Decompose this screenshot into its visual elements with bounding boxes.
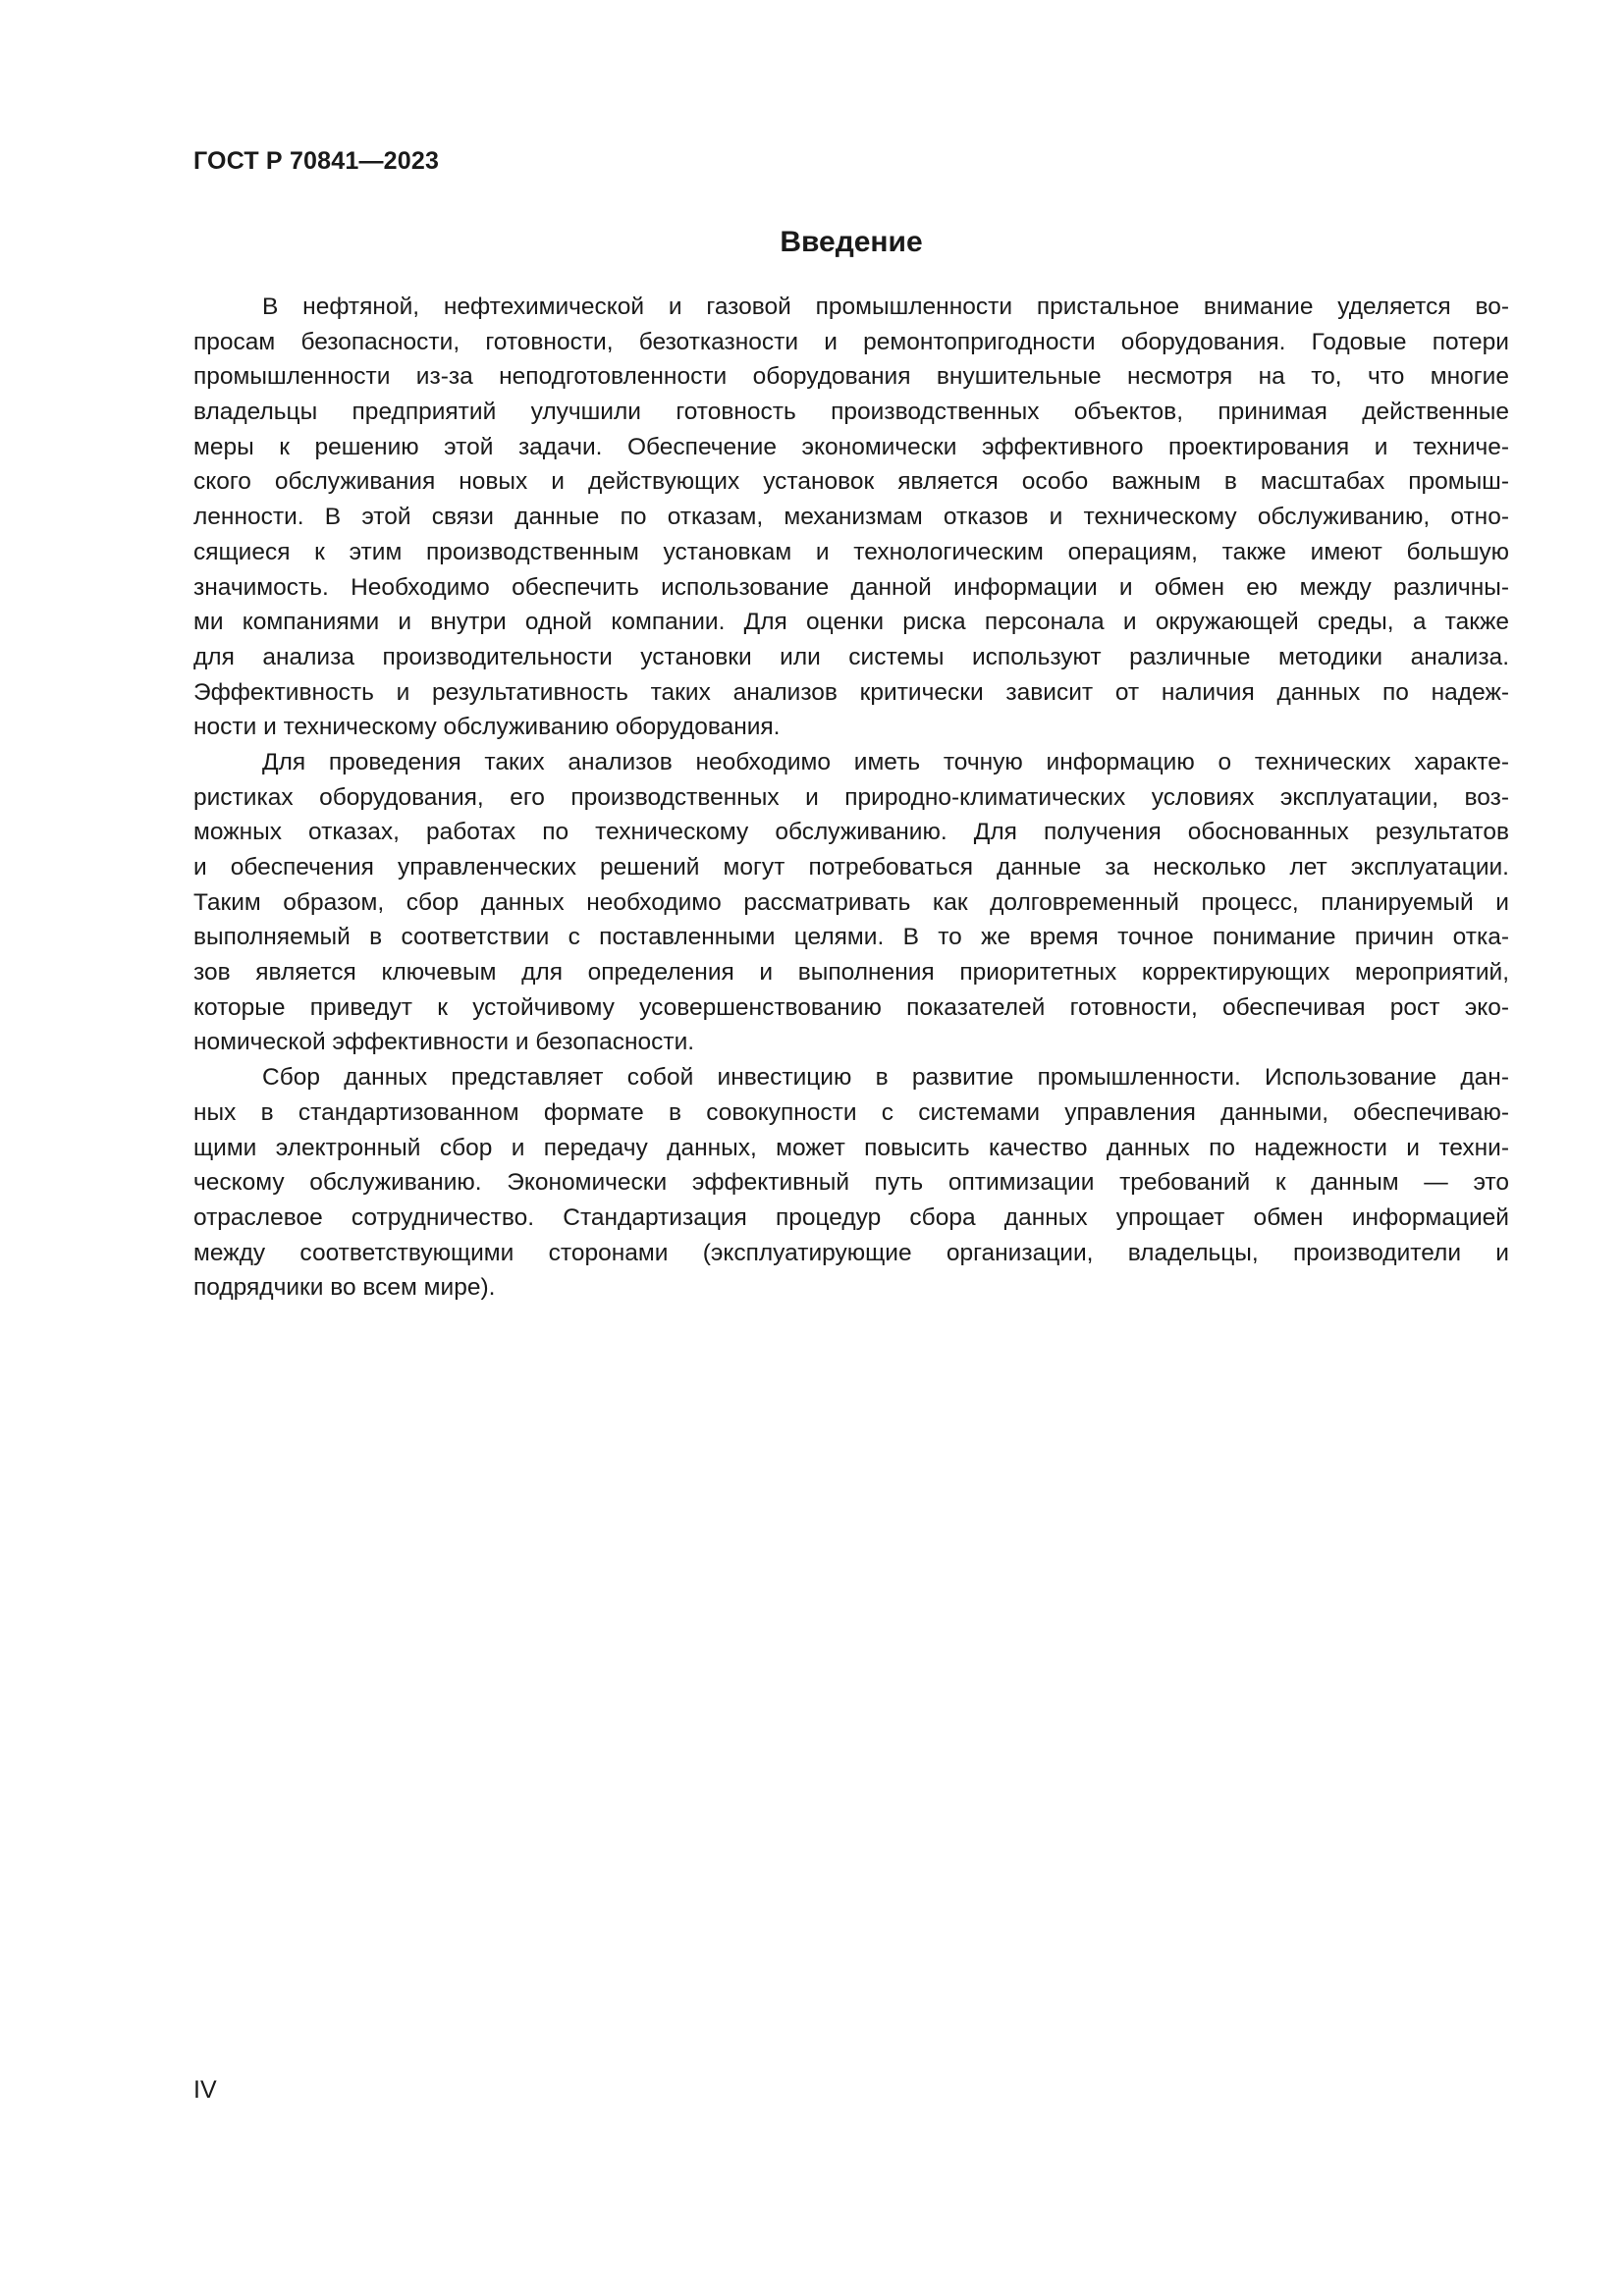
text-line: щими электронный сбор и передачу данных, может повысить качество данных по надежности и техни- xyxy=(193,1134,1509,1161)
text-line: которые приведут к устойчивому усовершенствованию показателей готовности, обеспечивая рост эко- xyxy=(193,993,1509,1021)
paragraph-1 xyxy=(193,290,1509,745)
text-line: Эффективность и результативность таких анализов критически зависит от наличия данных по надеж- xyxy=(193,678,1509,706)
text-line: ных в стандартизованном формате в совокупности с системами управления данными, обеспечиваю- xyxy=(193,1098,1509,1126)
text-line: выполняемый в соответствии с поставленными целями. В то же время точное понимание причин отка- xyxy=(193,924,1509,951)
text-line: Таким образом, сбор данных необходимо рассматривать как долговременный процесс, планируемый и xyxy=(193,888,1509,916)
document-body xyxy=(193,290,1509,1306)
text-line: отраслевое сотрудничество. Стандартизация процедур сбора данных упрощает обмен информацией xyxy=(193,1203,1509,1231)
text-line: Для проведения таких анализов необходимо иметь точную информацию о технических характе- xyxy=(262,748,1509,775)
text-line: ми компаниями и внутри одной компании. Для оценки риска персонала и окружающей среды, а также xyxy=(193,609,1509,636)
text-line: зов является ключевым для определения и выполнения приоритетных корректирующих мероприятий, xyxy=(193,959,1509,987)
text-line: ленности. В этой связи данные по отказам, механизмам отказов и техническому обслуживанию, отно- xyxy=(193,504,1509,531)
text-line: Сбор данных представляет собой инвестицию в развитие промышленности. Использование дан- xyxy=(262,1064,1509,1092)
text-line: промышленности из-за неподготовленности оборудования внушительные несмотря на то, что многие xyxy=(193,363,1509,391)
text-line: ности и техническому обслуживанию оборудования. xyxy=(193,714,781,741)
document-header-code: ГОСТ Р 70841—2023 xyxy=(193,147,440,175)
section-title: Введение xyxy=(780,226,923,258)
text-line: владельцы предприятий улучшили готовность производственных объектов, принимая действенные xyxy=(193,399,1509,426)
text-line: просам безопасности, готовности, безотказности и ремонтопригодности оборудования. Годовые потери xyxy=(193,328,1509,355)
page-number: IV xyxy=(193,2076,217,2104)
paragraph-3 xyxy=(193,1060,1509,1306)
text-line: и обеспечения управленческих решений могут потребоваться данные за несколько лет эксплуатации. xyxy=(193,854,1509,881)
text-line: ристиках оборудования, его производственных и природно-климатических условиях эксплуатации, воз- xyxy=(193,783,1509,811)
text-line: В нефтяной, нефтехимической и газовой промышленности пристальное внимание уделяется во- xyxy=(262,294,1509,320)
text-line: значимость. Необходимо обеспечить использование данной информации и обмен ею между различны- xyxy=(193,573,1509,601)
text-line: ского обслуживания новых и действующих установок является особо важным в масштабах промыш- xyxy=(193,468,1509,496)
text-line: между соответствующими сторонами (эксплуатирующие организации, владельцы, производители и xyxy=(193,1239,1509,1266)
text-line: ческому обслуживанию. Экономически эффективный путь оптимизации требований к данным — это xyxy=(193,1169,1509,1197)
paragraph-2 xyxy=(193,745,1509,1060)
text-line: можных отказах, работах по техническому обслуживанию. Для получения обоснованных результатов xyxy=(193,819,1509,846)
text-line: номической эффективности и безопасности. xyxy=(193,1029,695,1056)
text-line: сящиеся к этим производственным установкам и технологическим операциям, также имеют большую xyxy=(193,538,1509,565)
text-line: для анализа производительности установки или системы используют различные методики анализа. xyxy=(193,643,1509,670)
text-line: меры к решению этой задачи. Обеспечение экономически эффективного проектирования и техниче- xyxy=(193,433,1509,460)
text-line: подрядчики во всем мире). xyxy=(193,1274,496,1302)
